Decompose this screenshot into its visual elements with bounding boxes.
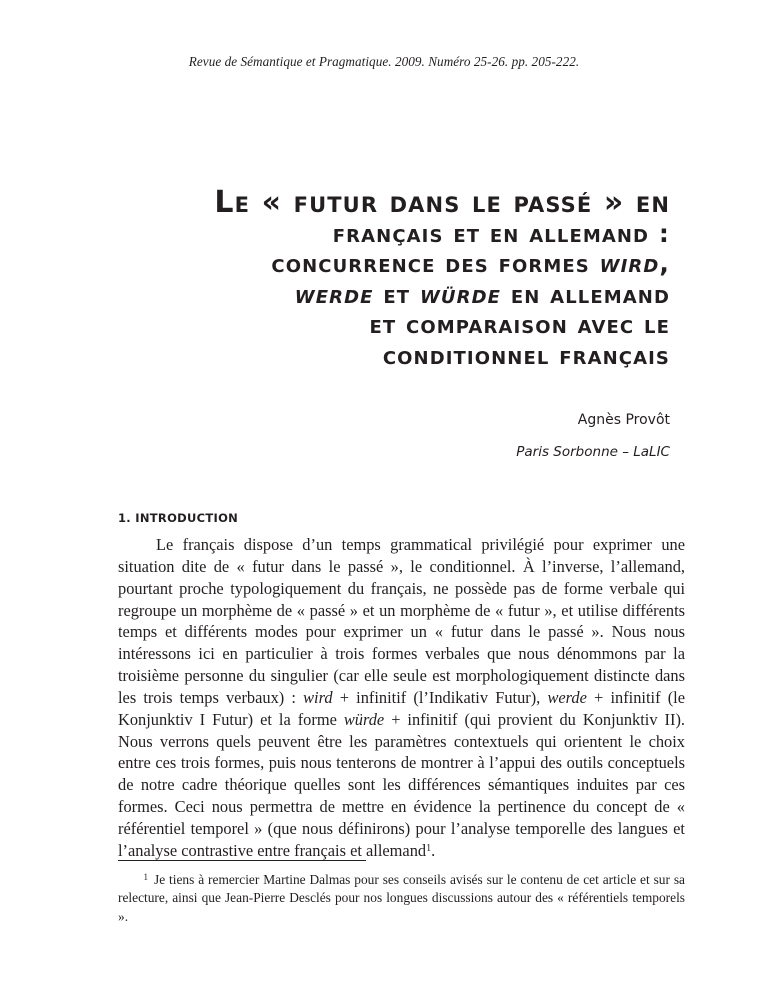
body-text-segment: + infinitif (l’Indikativ Futur), xyxy=(332,687,548,707)
title-text: concurrence des formes xyxy=(271,249,600,279)
italic-term: würde xyxy=(343,709,385,729)
body-text-segment: + infinitif (qui provient du Konjunktiv II). Nous verrons quels peuvent être les paramètres contextuels qui orientent le choix entre ces trois formes, puis nous tenterons de montrer à l’appui des outils conceptuels de notre cadre théorique quelles sont les différences sémantiques induites par ces formes. Ceci nous permettra de mettre en évidence la pertinence du concept de « référentiel temporel » (que nous définirons) pour l’analyse temporelle des langues et l’analyse contrastive entre français et allemand xyxy=(118,709,685,860)
body-text-segment: . xyxy=(431,840,436,860)
footnote xyxy=(118,871,685,926)
title-italic-term: würde xyxy=(419,279,502,309)
italic-term: werde xyxy=(547,687,587,707)
title-line-1: Le « futur dans le passé » en xyxy=(214,185,670,220)
article-title xyxy=(200,185,670,372)
italic-term: wird xyxy=(303,687,333,707)
body-text-segment: Le français dispose d’un temps grammatical privilégié pour exprimer une situation dite de « futur dans le passé », le conditionnel. À l’inverse, l’allemand, pourtant proche typologiquement du français, ne possède pas de forme verbale qui regroupe un morphème de « passé » et un morphème de « futur », et utilise différents temps et différents modes pour exprimer un « futur dans le passé ». Nous nous intéressons ici en particulier à trois formes verbales que nous dénommons par la troisième personne du singulier (car elle seule est morphologiquement distincte dans les trois temps verbaux) : xyxy=(118,535,685,707)
section-heading: 1. INTRODUCTION xyxy=(118,511,239,525)
title-line-3 xyxy=(200,249,670,280)
title-text: et xyxy=(373,279,420,309)
title-line-6: conditionnel français xyxy=(382,340,670,370)
title-line-4 xyxy=(200,280,670,311)
footnote-indent xyxy=(118,871,154,889)
running-header: Revue de Sémantique et Pragmatique. 2009. Numéro 25-26. pp. 205-222. xyxy=(188,54,580,69)
title-italic-term: werde xyxy=(294,279,374,309)
author-name: Agnès Provôt xyxy=(577,412,670,428)
title-line-2: français et en allemand : xyxy=(332,218,670,248)
footnote-text: Je tiens à remercier Martine Dalmas pour ses conseils avisés sur le contenu de cet article et sur sa relecture, ainsi que Jean-Pierre Desclés pour nos longues discussions autour des « référentiels temporels ». xyxy=(118,872,685,924)
body-paragraph xyxy=(118,534,685,862)
title-text: en allemand xyxy=(501,279,670,309)
title-italic-term: wird xyxy=(599,249,660,279)
author-affiliation: Paris Sorbonne – LaLIC xyxy=(516,444,670,460)
title-line-5: et comparaison avec le xyxy=(369,310,670,340)
footnote-divider xyxy=(118,860,366,861)
footnote-reference[interactable]: 1 xyxy=(426,842,432,854)
footnote-number: 1 xyxy=(143,872,148,882)
title-text: , xyxy=(659,249,670,279)
body-text-segment: + infinitif (le Konjunktiv I Futur) et la forme xyxy=(118,687,685,729)
